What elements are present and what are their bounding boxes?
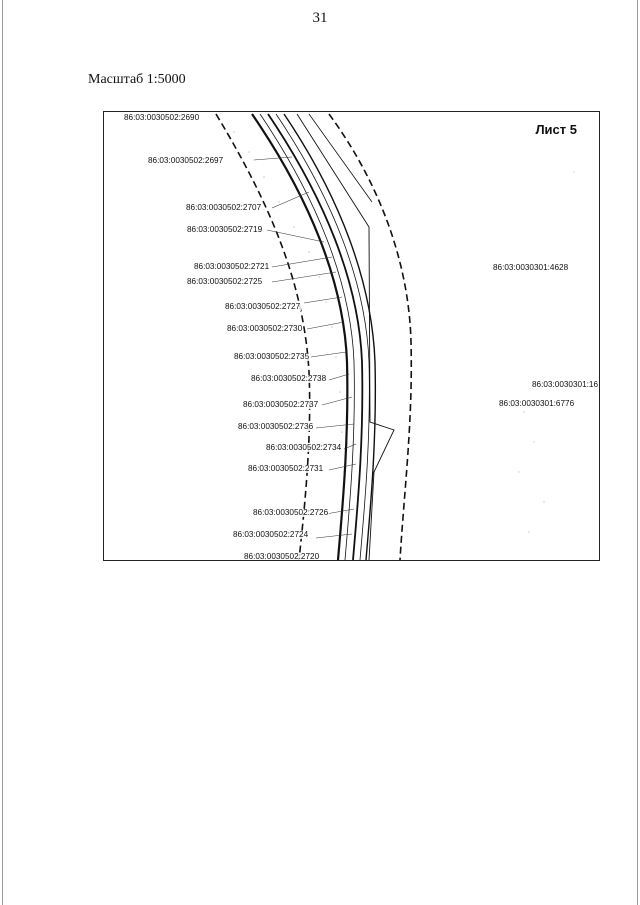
page-edge-right (637, 0, 638, 905)
parcel-label-2727: 86:03:0030502:2727 (225, 302, 301, 311)
parcel-label-2738: 86:03:0030502:2738 (251, 374, 327, 383)
parcel-label-2719: 86:03:0030502:2719 (187, 225, 263, 234)
parcel-label-2690: 86:03:0030502:2690 (124, 113, 200, 122)
scale-caption: Масштаб 1:5000 (88, 72, 186, 87)
page-number: 31 (312, 10, 328, 26)
parcel-outline-top (309, 114, 372, 202)
parcel-label-2720: 86:03:0030502:2720 (244, 552, 320, 561)
parcel-label-2697: 86:03:0030502:2697 (148, 156, 224, 165)
parcel-label-4628: 86:03:0030301:4628 (493, 263, 569, 272)
parcel-label-2736: 86:03:0030502:2736 (238, 422, 314, 431)
sheet-title: Лист 5 (535, 122, 577, 137)
parcel-label-2721: 86:03:0030502:2721 (194, 262, 270, 271)
parcel-label-2730: 86:03:0030502:2730 (227, 324, 303, 333)
left-boundary-line (216, 114, 310, 560)
right-boundary-line (329, 114, 411, 560)
parcel-label-2735: 86:03:0030502:2735 (234, 352, 310, 361)
parcel-label-6776: 86:03:0030301:6776 (499, 399, 575, 408)
parcel-label-2725: 86:03:0030502:2725 (187, 277, 263, 286)
map-drawing (104, 112, 599, 560)
parcel-label-2731: 86:03:0030502:2731 (248, 464, 324, 473)
page-edge-left (2, 0, 3, 905)
parcel-label-2724: 86:03:0030502:2724 (233, 530, 309, 539)
parcel-label-2707: 86:03:0030502:2707 (186, 203, 262, 212)
parcel-label-2737: 86:03:0030502:2737 (243, 400, 319, 409)
parcel-label-2734: 86:03:0030502:2734 (266, 443, 342, 452)
map-frame (103, 111, 600, 561)
parcel-label-2726: 86:03:0030502:2726 (253, 508, 329, 517)
parcel-label-16: 86:03:0030301:16 (532, 380, 599, 389)
